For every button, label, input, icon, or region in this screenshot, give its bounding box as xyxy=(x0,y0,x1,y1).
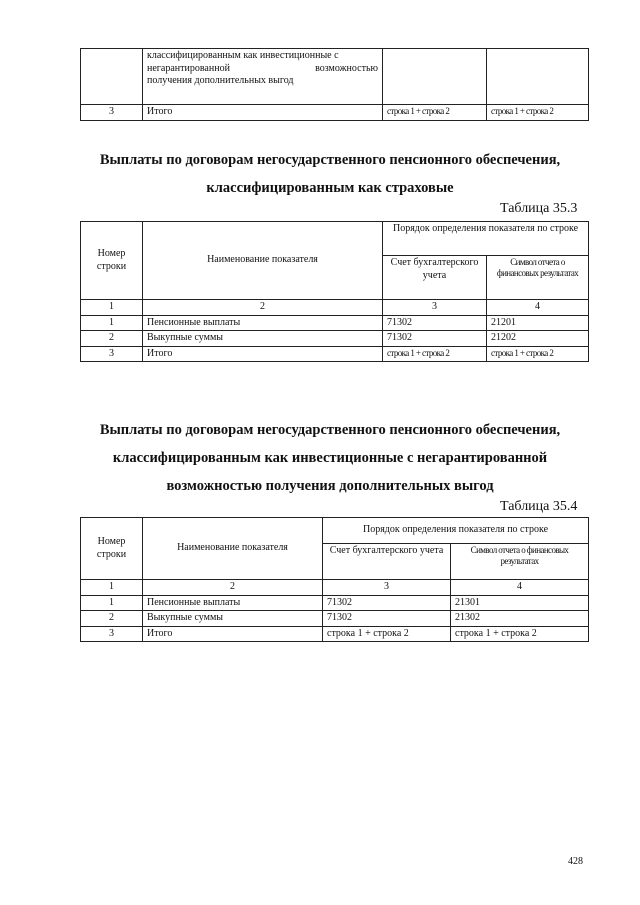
index-cell: 2 xyxy=(143,580,323,596)
previous-table-fragment xyxy=(80,48,589,121)
row-account: строка 1 + строка 2 xyxy=(383,105,487,121)
row-symbol: строка 1 + строка 2 xyxy=(487,105,589,121)
header-symbol: Символ отчета о финансовых результатах xyxy=(487,256,589,300)
row-account: 71302 xyxy=(383,315,487,331)
table-35-3 xyxy=(80,221,589,362)
row-name: Выкупные суммы xyxy=(143,611,323,627)
row-symbol: 21301 xyxy=(451,595,589,611)
row-name: Итого xyxy=(143,626,323,642)
header-indicator-name: Наименование показателя xyxy=(143,518,323,580)
header-row-number: Номер строки xyxy=(81,518,143,580)
index-cell: 3 xyxy=(383,300,487,316)
row-symbol: 21302 xyxy=(451,611,589,627)
fragment-name-cell xyxy=(143,49,383,105)
row-account: строка 1 + строка 2 xyxy=(383,346,487,362)
fragment-cell-acc xyxy=(383,49,487,105)
row-number: 3 xyxy=(81,105,143,121)
table-row xyxy=(81,595,589,611)
index-cell: 4 xyxy=(451,580,589,596)
table-row xyxy=(81,331,589,347)
header-account: Счет бухгалтерского учета xyxy=(383,256,487,300)
row-symbol: строка 1 + строка 2 xyxy=(451,626,589,642)
index-cell: 3 xyxy=(323,580,451,596)
fragment-text-line: негарантированной возможностью xyxy=(147,62,378,74)
index-cell: 1 xyxy=(81,580,143,596)
row-account: строка 1 + строка 2 xyxy=(323,626,451,642)
row-account: 71302 xyxy=(383,331,487,347)
header-symbol: Символ отчета о финансовых результатах xyxy=(451,544,589,580)
fragment-cell-sym xyxy=(487,49,589,105)
index-row xyxy=(81,580,589,596)
table-35-4 xyxy=(80,517,589,642)
row-number: 3 xyxy=(81,626,143,642)
row-name: Выкупные суммы xyxy=(143,331,383,347)
table-row xyxy=(81,626,589,642)
header-indicator-name: Наименование показателя xyxy=(143,222,383,300)
header-order: Порядок определения показателя по строке xyxy=(323,518,589,544)
index-cell: 1 xyxy=(81,300,143,316)
row-number: 3 xyxy=(81,346,143,362)
header-row-number: Номер строки xyxy=(81,222,143,300)
heading-line: классифицированным как страховые xyxy=(206,180,454,196)
heading-line: возможностью получения дополнительных выгод xyxy=(166,478,494,494)
table-row xyxy=(81,611,589,627)
table-label: Таблица 35.3 xyxy=(500,201,578,216)
row-symbol: строка 1 + строка 2 xyxy=(487,346,589,362)
row-account: 71302 xyxy=(323,595,451,611)
page-number: 428 xyxy=(568,856,583,867)
table-row xyxy=(81,105,589,121)
heading-line: Выплаты по договорам негосударственного пенсионного обеспечения, xyxy=(99,422,561,438)
table-label: Таблица 35.4 xyxy=(500,499,578,514)
header-account: Счет бухгалтерского учета xyxy=(323,544,451,580)
header-order: Порядок определения показателя по строке xyxy=(383,222,589,256)
fragment-text-line: получения дополнительных выгод xyxy=(147,75,294,86)
row-number: 2 xyxy=(81,331,143,347)
row-number: 1 xyxy=(81,595,143,611)
heading-line: Выплаты по договорам негосударственного пенсионного обеспечения, xyxy=(99,152,561,168)
fragment-cell-num xyxy=(81,49,143,105)
row-name: Итого xyxy=(143,105,383,121)
index-cell: 4 xyxy=(487,300,589,316)
row-number: 1 xyxy=(81,315,143,331)
row-name: Пенсионные выплаты xyxy=(143,595,323,611)
section-heading xyxy=(40,416,620,500)
table-row xyxy=(81,315,589,331)
row-symbol: 21202 xyxy=(487,331,589,347)
section-heading xyxy=(40,146,620,202)
table-row xyxy=(81,346,589,362)
index-row xyxy=(81,300,589,316)
row-number: 2 xyxy=(81,611,143,627)
row-symbol: 21201 xyxy=(487,315,589,331)
index-cell: 2 xyxy=(143,300,383,316)
heading-line: классифицированным как инвестиционные с негарантированной xyxy=(112,450,548,466)
row-name: Пенсионные выплаты xyxy=(143,315,383,331)
fragment-text-line: классифицированным как инвестиционные с xyxy=(147,50,339,61)
row-account: 71302 xyxy=(323,611,451,627)
row-name: Итого xyxy=(143,346,383,362)
